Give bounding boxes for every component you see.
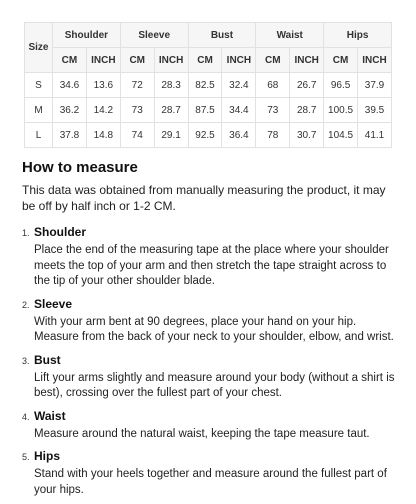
step-title: Bust bbox=[34, 352, 61, 367]
how-to-measure-section bbox=[22, 158, 396, 504]
size-chart bbox=[24, 22, 392, 148]
table-cell: 14.2 bbox=[86, 98, 120, 123]
size-cell: M bbox=[25, 98, 53, 123]
table-cell: 68 bbox=[256, 73, 290, 98]
step-number: 1. bbox=[22, 228, 30, 238]
step-description: With your arm bent at 90 degrees, place your hand on your hip. Measure from the back of your neck to your shoulder, elbow, and wrist. bbox=[34, 315, 394, 343]
step-item bbox=[22, 352, 396, 402]
step-number: 2. bbox=[22, 299, 30, 310]
table-cell: 13.6 bbox=[86, 73, 120, 98]
unit-header-row bbox=[25, 48, 392, 73]
unit-header: CM bbox=[53, 48, 87, 73]
table-cell: 73 bbox=[256, 98, 290, 123]
size-column-header: Size bbox=[25, 23, 53, 73]
size-cell: L bbox=[25, 123, 53, 148]
step-item bbox=[22, 448, 396, 498]
table-row bbox=[25, 73, 392, 98]
unit-header: CM bbox=[256, 48, 290, 73]
table-cell: 28.3 bbox=[154, 73, 188, 98]
table-cell: 26.7 bbox=[290, 73, 324, 98]
unit-header: INCH bbox=[154, 48, 188, 73]
step-title: Waist bbox=[34, 408, 66, 423]
intro-text: This data was obtained from manually measuring the product, it may be off by half inch or 1-2 CM. bbox=[22, 183, 386, 213]
table-cell: 87.5 bbox=[188, 98, 222, 123]
step-number: 3. bbox=[22, 355, 30, 366]
step-item bbox=[22, 296, 396, 346]
table-cell: 34.6 bbox=[53, 73, 87, 98]
table-cell: 72 bbox=[120, 73, 154, 98]
table-cell: 92.5 bbox=[188, 123, 222, 148]
table-cell: 32.4 bbox=[222, 73, 256, 98]
table-cell: 34.4 bbox=[222, 98, 256, 123]
table-cell: 36.2 bbox=[53, 98, 87, 123]
group-header-bust: Bust bbox=[188, 23, 256, 48]
table-row bbox=[25, 98, 392, 123]
table-cell: 36.4 bbox=[222, 123, 256, 148]
size-cell: S bbox=[25, 73, 53, 98]
table-cell: 96.5 bbox=[324, 73, 358, 98]
unit-header: INCH bbox=[222, 48, 256, 73]
table-cell: 29.1 bbox=[154, 123, 188, 148]
table-cell: 28.7 bbox=[290, 98, 324, 123]
step-description: Lift your arms slightly and measure around your body (without a shirt is best), crossing over the fullest part of your chest. bbox=[34, 371, 395, 399]
table-cell: 14.8 bbox=[86, 123, 120, 148]
step-number: 4. bbox=[22, 411, 30, 422]
table-cell: 28.7 bbox=[154, 98, 188, 123]
table-cell: 39.5 bbox=[358, 98, 392, 123]
unit-header: CM bbox=[188, 48, 222, 73]
step-item bbox=[22, 408, 396, 443]
step-description: Measure around the natural waist, keeping the tape measure taut. bbox=[34, 427, 370, 440]
table-cell: 37.8 bbox=[53, 123, 87, 148]
group-header-sleeve: Sleeve bbox=[120, 23, 188, 48]
unit-header: INCH bbox=[290, 48, 324, 73]
table-cell: 41.1 bbox=[358, 123, 392, 148]
size-table bbox=[24, 22, 392, 148]
table-cell: 82.5 bbox=[188, 73, 222, 98]
table-cell: 30.7 bbox=[290, 123, 324, 148]
step-description: Place the end of the measuring tape at the place where your shoulder meets the top of your arm and then stretch the tape straight across to the tip of your other shoulder blade. bbox=[34, 244, 389, 287]
table-cell: 78 bbox=[256, 123, 290, 148]
unit-header: INCH bbox=[86, 48, 120, 73]
steps-list bbox=[22, 224, 396, 498]
section-title: How to measure bbox=[22, 159, 138, 176]
step-description: Stand with your heels together and measure around the fullest part of your hips. bbox=[34, 468, 387, 496]
table-cell: 73 bbox=[120, 98, 154, 123]
step-title: Hips bbox=[34, 449, 61, 463]
group-header-waist: Waist bbox=[256, 23, 324, 48]
table-cell: 100.5 bbox=[324, 98, 358, 123]
table-cell: 104.5 bbox=[324, 123, 358, 148]
step-item bbox=[22, 224, 396, 290]
table-row bbox=[25, 123, 392, 148]
unit-header: INCH bbox=[358, 48, 392, 73]
group-header-shoulder: Shoulder bbox=[53, 23, 121, 48]
unit-header: CM bbox=[324, 48, 358, 73]
step-title: Sleeve bbox=[34, 296, 73, 311]
step-title: Shoulder bbox=[34, 225, 87, 239]
unit-header: CM bbox=[120, 48, 154, 73]
group-header-row bbox=[25, 23, 392, 48]
step-number: 5. bbox=[22, 452, 30, 462]
table-cell: 37.9 bbox=[358, 73, 392, 98]
group-header-hips: Hips bbox=[324, 23, 392, 48]
table-cell: 74 bbox=[120, 123, 154, 148]
